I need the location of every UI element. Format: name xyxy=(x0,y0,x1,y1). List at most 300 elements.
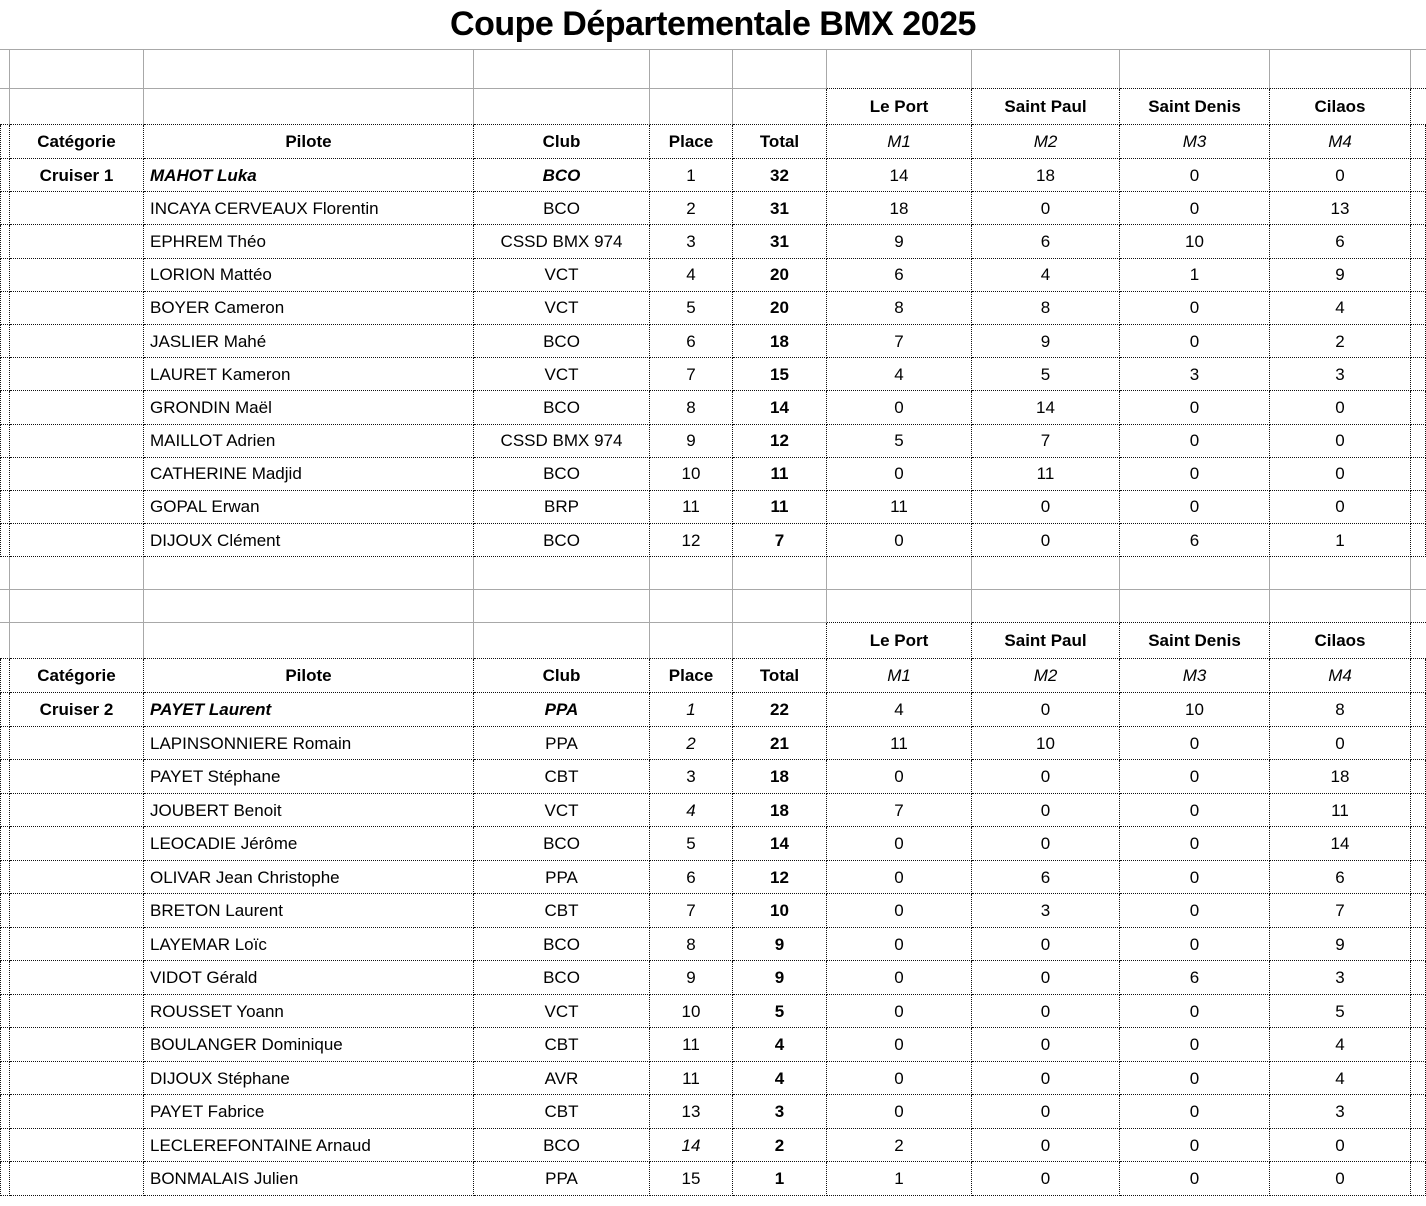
column-header-m3: M3 xyxy=(1120,125,1270,159)
table-row xyxy=(0,391,1426,424)
gutter-cell xyxy=(1411,159,1426,192)
table-row xyxy=(0,491,1426,524)
points-m2-cell: 0 xyxy=(972,1162,1120,1196)
gutter-cell xyxy=(1411,995,1426,1029)
pilot-cell: VIDOT Gérald xyxy=(144,961,474,995)
venue-spacer-cell xyxy=(144,89,474,125)
points-m3-cell: 0 xyxy=(1120,292,1270,325)
points-m3-cell: 0 xyxy=(1120,760,1270,794)
place-cell: 1 xyxy=(650,693,733,727)
pilot-cell: GOPAL Erwan xyxy=(144,491,474,524)
table-row xyxy=(0,861,1426,895)
points-m1-cell: 0 xyxy=(827,391,972,424)
points-m2-cell: 0 xyxy=(972,1028,1120,1062)
points-m4-cell: 0 xyxy=(1270,391,1411,424)
pilot-cell: ROUSSET Yoann xyxy=(144,995,474,1029)
category-cell xyxy=(10,928,144,962)
category-cell xyxy=(10,358,144,391)
points-m2-cell: 0 xyxy=(972,760,1120,794)
category-cell: Cruiser 2 xyxy=(10,693,144,727)
points-m2-cell: 18 xyxy=(972,159,1120,192)
gutter-cell xyxy=(1411,125,1426,159)
points-m3-cell: 6 xyxy=(1120,961,1270,995)
place-cell: 12 xyxy=(650,524,733,557)
club-cell: BCO xyxy=(474,325,650,358)
club-cell: PPA xyxy=(474,727,650,761)
gutter-cell xyxy=(1411,425,1426,458)
gutter-cell xyxy=(0,458,10,491)
gutter-cell xyxy=(0,1028,10,1062)
column-header-m2: M2 xyxy=(972,659,1120,693)
pilot-cell: BOYER Cameron xyxy=(144,292,474,325)
total-cell: 21 xyxy=(733,727,827,761)
points-m4-cell: 18 xyxy=(1270,760,1411,794)
points-m2-cell: 10 xyxy=(972,727,1120,761)
total-cell: 20 xyxy=(733,292,827,325)
pilot-cell: DIJOUX Stéphane xyxy=(144,1062,474,1096)
points-m3-cell: 0 xyxy=(1120,794,1270,828)
club-cell: BCO xyxy=(474,1129,650,1163)
pilot-cell: PAYET Stéphane xyxy=(144,760,474,794)
column-header-m1: M1 xyxy=(827,659,972,693)
total-cell: 2 xyxy=(733,1129,827,1163)
club-cell: CBT xyxy=(474,1028,650,1062)
points-m1-cell: 7 xyxy=(827,794,972,828)
club-cell: CSSD BMX 974 xyxy=(474,225,650,258)
spacer-cell xyxy=(972,557,1120,590)
venue-spacer-cell xyxy=(0,89,10,125)
club-cell: VCT xyxy=(474,358,650,391)
column-header-pilot: Pilote xyxy=(144,125,474,159)
total-cell: 18 xyxy=(733,325,827,358)
pilot-cell: INCAYA CERVEAUX Florentin xyxy=(144,192,474,225)
club-cell: BRP xyxy=(474,491,650,524)
venue-spacer-cell xyxy=(474,623,650,659)
points-m3-cell: 1 xyxy=(1120,259,1270,292)
spacer-cell xyxy=(1411,557,1426,590)
venue-header-0: Le Port xyxy=(827,623,972,659)
pilot-cell: LAURET Kameron xyxy=(144,358,474,391)
total-cell: 32 xyxy=(733,159,827,192)
column-header-total: Total xyxy=(733,659,827,693)
category-cell xyxy=(10,827,144,861)
spacer-cell xyxy=(827,50,972,89)
table-row xyxy=(0,358,1426,391)
sheet-body xyxy=(0,50,1426,1196)
venue-spacer-cell xyxy=(733,89,827,125)
gutter-cell xyxy=(0,259,10,292)
points-m1-cell: 0 xyxy=(827,524,972,557)
pilot-cell: LORION Mattéo xyxy=(144,259,474,292)
gutter-cell xyxy=(1411,292,1426,325)
table-row xyxy=(0,159,1426,192)
gutter-cell xyxy=(0,125,10,159)
gutter-cell xyxy=(0,760,10,794)
category-cell xyxy=(10,491,144,524)
points-m4-cell: 0 xyxy=(1270,425,1411,458)
venue-spacer-cell xyxy=(650,89,733,125)
gutter-cell xyxy=(1411,358,1426,391)
place-cell: 2 xyxy=(650,727,733,761)
table-row xyxy=(0,995,1426,1029)
category-cell xyxy=(10,292,144,325)
club-cell: BCO xyxy=(474,827,650,861)
points-m2-cell: 0 xyxy=(972,928,1120,962)
column-header-row xyxy=(0,125,1426,159)
points-m3-cell: 0 xyxy=(1120,159,1270,192)
gutter-cell xyxy=(1411,693,1426,727)
column-header-m1: M1 xyxy=(827,125,972,159)
place-cell: 9 xyxy=(650,961,733,995)
points-m2-cell: 14 xyxy=(972,391,1120,424)
points-m1-cell: 0 xyxy=(827,760,972,794)
venue-spacer-cell xyxy=(0,623,10,659)
club-cell: PPA xyxy=(474,861,650,895)
table-row xyxy=(0,928,1426,962)
category-cell xyxy=(10,524,144,557)
pilot-cell: EPHREM Théo xyxy=(144,225,474,258)
table-row xyxy=(0,425,1426,458)
points-m3-cell: 10 xyxy=(1120,225,1270,258)
venue-spacer-cell xyxy=(650,623,733,659)
points-m4-cell: 4 xyxy=(1270,292,1411,325)
category-cell xyxy=(10,861,144,895)
club-cell: VCT xyxy=(474,794,650,828)
spacer-cell xyxy=(1120,590,1270,623)
gutter-cell xyxy=(1411,1095,1426,1129)
points-m4-cell: 6 xyxy=(1270,225,1411,258)
points-m2-cell: 6 xyxy=(972,225,1120,258)
gutter-cell xyxy=(0,292,10,325)
spacer-cell xyxy=(474,50,650,89)
total-cell: 9 xyxy=(733,961,827,995)
points-m1-cell: 0 xyxy=(827,1095,972,1129)
points-m3-cell: 0 xyxy=(1120,861,1270,895)
pilot-cell: MAHOT Luka xyxy=(144,159,474,192)
total-cell: 11 xyxy=(733,458,827,491)
club-cell: PPA xyxy=(474,1162,650,1196)
points-m3-cell: 0 xyxy=(1120,827,1270,861)
place-cell: 5 xyxy=(650,827,733,861)
pilot-cell: GRONDIN Maël xyxy=(144,391,474,424)
place-cell: 10 xyxy=(650,458,733,491)
points-m3-cell: 0 xyxy=(1120,928,1270,962)
club-cell: CSSD BMX 974 xyxy=(474,425,650,458)
club-cell: CBT xyxy=(474,1095,650,1129)
points-m1-cell: 4 xyxy=(827,358,972,391)
gutter-cell xyxy=(0,358,10,391)
pilot-cell: JASLIER Mahé xyxy=(144,325,474,358)
gutter-cell xyxy=(1411,928,1426,962)
place-cell: 15 xyxy=(650,1162,733,1196)
spacer-cell xyxy=(1270,590,1411,623)
pilot-cell: LAYEMAR Loïc xyxy=(144,928,474,962)
column-header-place: Place xyxy=(650,125,733,159)
category-cell xyxy=(10,458,144,491)
points-m2-cell: 0 xyxy=(972,1129,1120,1163)
gutter-cell xyxy=(1411,760,1426,794)
points-m2-cell: 0 xyxy=(972,794,1120,828)
sheet-title-row xyxy=(0,0,1426,50)
column-header-place: Place xyxy=(650,659,733,693)
gutter-cell xyxy=(1411,894,1426,928)
club-cell: VCT xyxy=(474,995,650,1029)
category-cell xyxy=(10,259,144,292)
gutter-cell xyxy=(1411,391,1426,424)
club-cell: BCO xyxy=(474,961,650,995)
points-m1-cell: 8 xyxy=(827,292,972,325)
venue-header-2: Saint Denis xyxy=(1120,89,1270,125)
column-header-club: Club xyxy=(474,125,650,159)
points-m2-cell: 0 xyxy=(972,491,1120,524)
points-m1-cell: 9 xyxy=(827,225,972,258)
points-m1-cell: 18 xyxy=(827,192,972,225)
points-m4-cell: 4 xyxy=(1270,1062,1411,1096)
points-m4-cell: 0 xyxy=(1270,159,1411,192)
club-cell: CBT xyxy=(474,760,650,794)
table-row xyxy=(0,1028,1426,1062)
pilot-cell: BOULANGER Dominique xyxy=(144,1028,474,1062)
gutter-cell xyxy=(0,325,10,358)
points-m4-cell: 9 xyxy=(1270,928,1411,962)
spacer-cell xyxy=(0,50,10,89)
points-m4-cell: 0 xyxy=(1270,491,1411,524)
category-cell xyxy=(10,727,144,761)
column-header-m4: M4 xyxy=(1270,125,1411,159)
points-m4-cell: 1 xyxy=(1270,524,1411,557)
points-m4-cell: 9 xyxy=(1270,259,1411,292)
pilot-cell: LAPINSONNIERE Romain xyxy=(144,727,474,761)
place-cell: 6 xyxy=(650,325,733,358)
venue-spacer-cell xyxy=(144,623,474,659)
gutter-cell xyxy=(1411,861,1426,895)
club-cell: VCT xyxy=(474,259,650,292)
pilot-cell: PAYET Fabrice xyxy=(144,1095,474,1129)
gutter-cell xyxy=(0,659,10,693)
category-cell: Cruiser 1 xyxy=(10,159,144,192)
place-cell: 8 xyxy=(650,391,733,424)
pilot-cell: CATHERINE Madjid xyxy=(144,458,474,491)
points-m4-cell: 6 xyxy=(1270,861,1411,895)
place-cell: 4 xyxy=(650,259,733,292)
total-cell: 14 xyxy=(733,391,827,424)
club-cell: BCO xyxy=(474,458,650,491)
column-header-pilot: Pilote xyxy=(144,659,474,693)
gutter-cell xyxy=(0,928,10,962)
club-cell: AVR xyxy=(474,1062,650,1096)
spacer-cell xyxy=(10,590,144,623)
table-row xyxy=(0,325,1426,358)
gutter-cell xyxy=(0,1129,10,1163)
venue-spacer-cell xyxy=(474,89,650,125)
category-cell xyxy=(10,325,144,358)
gutter-cell xyxy=(1411,961,1426,995)
total-cell: 10 xyxy=(733,894,827,928)
points-m4-cell: 2 xyxy=(1270,325,1411,358)
spacer-cell xyxy=(650,557,733,590)
place-cell: 3 xyxy=(650,225,733,258)
total-cell: 11 xyxy=(733,491,827,524)
spacer-cell xyxy=(0,557,10,590)
table-row xyxy=(0,693,1426,727)
category-cell xyxy=(10,995,144,1029)
place-cell: 10 xyxy=(650,995,733,1029)
points-m1-cell: 0 xyxy=(827,995,972,1029)
gutter-cell xyxy=(1411,1162,1426,1196)
category-cell xyxy=(10,894,144,928)
points-m3-cell: 0 xyxy=(1120,995,1270,1029)
spacer-cell xyxy=(1270,557,1411,590)
spacer-cell xyxy=(650,590,733,623)
spacer-cell xyxy=(972,50,1120,89)
points-m4-cell: 8 xyxy=(1270,693,1411,727)
points-m4-cell: 14 xyxy=(1270,827,1411,861)
points-m3-cell: 6 xyxy=(1120,524,1270,557)
column-header-category: Catégorie xyxy=(10,659,144,693)
gutter-cell xyxy=(1411,325,1426,358)
points-m2-cell: 0 xyxy=(972,524,1120,557)
place-cell: 11 xyxy=(650,491,733,524)
points-m4-cell: 3 xyxy=(1270,1095,1411,1129)
gutter-cell xyxy=(1411,458,1426,491)
points-m3-cell: 0 xyxy=(1120,894,1270,928)
gutter-cell xyxy=(0,861,10,895)
spacer-cell xyxy=(650,50,733,89)
place-cell: 3 xyxy=(650,760,733,794)
place-cell: 1 xyxy=(650,159,733,192)
column-header-m3: M3 xyxy=(1120,659,1270,693)
total-cell: 22 xyxy=(733,693,827,727)
points-m1-cell: 5 xyxy=(827,425,972,458)
total-cell: 9 xyxy=(733,928,827,962)
points-m2-cell: 0 xyxy=(972,1062,1120,1096)
points-m1-cell: 0 xyxy=(827,928,972,962)
gutter-cell xyxy=(0,693,10,727)
column-header-m4: M4 xyxy=(1270,659,1411,693)
club-cell: BCO xyxy=(474,524,650,557)
points-m4-cell: 13 xyxy=(1270,192,1411,225)
points-m4-cell: 0 xyxy=(1270,458,1411,491)
gutter-cell xyxy=(0,727,10,761)
table-row xyxy=(0,192,1426,225)
points-m1-cell: 0 xyxy=(827,894,972,928)
points-m3-cell: 0 xyxy=(1120,1062,1270,1096)
points-m3-cell: 0 xyxy=(1120,192,1270,225)
points-m3-cell: 0 xyxy=(1120,491,1270,524)
column-header-category: Catégorie xyxy=(10,125,144,159)
points-m1-cell: 0 xyxy=(827,827,972,861)
table-row xyxy=(0,292,1426,325)
table-row xyxy=(0,1095,1426,1129)
place-cell: 4 xyxy=(650,794,733,828)
table-row xyxy=(0,1162,1426,1196)
points-m3-cell: 0 xyxy=(1120,1129,1270,1163)
spacer-row xyxy=(0,50,1426,89)
gutter-cell xyxy=(1411,1028,1426,1062)
gutter-cell xyxy=(0,225,10,258)
spacer-cell xyxy=(1270,50,1411,89)
club-cell: BCO xyxy=(474,192,650,225)
table-row xyxy=(0,827,1426,861)
pilot-cell: BONMALAIS Julien xyxy=(144,1162,474,1196)
place-cell: 9 xyxy=(650,425,733,458)
table-row xyxy=(0,458,1426,491)
venue-header-1: Saint Paul xyxy=(972,623,1120,659)
total-cell: 4 xyxy=(733,1028,827,1062)
place-cell: 7 xyxy=(650,894,733,928)
total-cell: 3 xyxy=(733,1095,827,1129)
points-m4-cell: 0 xyxy=(1270,1129,1411,1163)
pilot-cell: DIJOUX Clément xyxy=(144,524,474,557)
venue-header-1: Saint Paul xyxy=(972,89,1120,125)
points-m2-cell: 3 xyxy=(972,894,1120,928)
points-m2-cell: 0 xyxy=(972,1095,1120,1129)
spacer-cell xyxy=(733,557,827,590)
category-cell xyxy=(10,1028,144,1062)
table-row xyxy=(0,760,1426,794)
place-cell: 8 xyxy=(650,928,733,962)
total-cell: 15 xyxy=(733,358,827,391)
gutter-cell xyxy=(0,192,10,225)
total-cell: 20 xyxy=(733,259,827,292)
spacer-cell xyxy=(474,557,650,590)
category-cell xyxy=(10,1129,144,1163)
gutter-cell xyxy=(0,159,10,192)
points-m2-cell: 11 xyxy=(972,458,1120,491)
points-m3-cell: 10 xyxy=(1120,693,1270,727)
spacer-cell xyxy=(827,590,972,623)
place-cell: 11 xyxy=(650,1028,733,1062)
points-m3-cell: 0 xyxy=(1120,1095,1270,1129)
total-cell: 5 xyxy=(733,995,827,1029)
table-row xyxy=(0,961,1426,995)
points-m1-cell: 0 xyxy=(827,458,972,491)
points-m3-cell: 0 xyxy=(1120,458,1270,491)
spacer-cell xyxy=(0,590,10,623)
venue-header-3: Cilaos xyxy=(1270,89,1411,125)
points-m1-cell: 2 xyxy=(827,1129,972,1163)
gutter-cell xyxy=(1411,491,1426,524)
total-cell: 4 xyxy=(733,1062,827,1096)
points-m1-cell: 1 xyxy=(827,1162,972,1196)
gutter-cell xyxy=(0,1095,10,1129)
points-m1-cell: 11 xyxy=(827,727,972,761)
points-m1-cell: 14 xyxy=(827,159,972,192)
spacer-cell xyxy=(474,590,650,623)
points-m4-cell: 3 xyxy=(1270,358,1411,391)
gutter-cell xyxy=(1411,623,1426,659)
spacer-row xyxy=(0,590,1426,623)
gutter-cell xyxy=(0,961,10,995)
total-cell: 14 xyxy=(733,827,827,861)
table-row xyxy=(0,894,1426,928)
points-m3-cell: 0 xyxy=(1120,325,1270,358)
club-cell: BCO xyxy=(474,928,650,962)
spacer-cell xyxy=(144,557,474,590)
points-m1-cell: 0 xyxy=(827,961,972,995)
club-cell: CBT xyxy=(474,894,650,928)
category-cell xyxy=(10,794,144,828)
pilot-cell: LECLEREFONTAINE Arnaud xyxy=(144,1129,474,1163)
points-m2-cell: 0 xyxy=(972,961,1120,995)
pilot-cell: MAILLOT Adrien xyxy=(144,425,474,458)
points-m3-cell: 0 xyxy=(1120,727,1270,761)
gutter-cell xyxy=(0,794,10,828)
gutter-cell xyxy=(0,425,10,458)
spacer-cell xyxy=(827,557,972,590)
points-m2-cell: 9 xyxy=(972,325,1120,358)
gutter-cell xyxy=(0,391,10,424)
